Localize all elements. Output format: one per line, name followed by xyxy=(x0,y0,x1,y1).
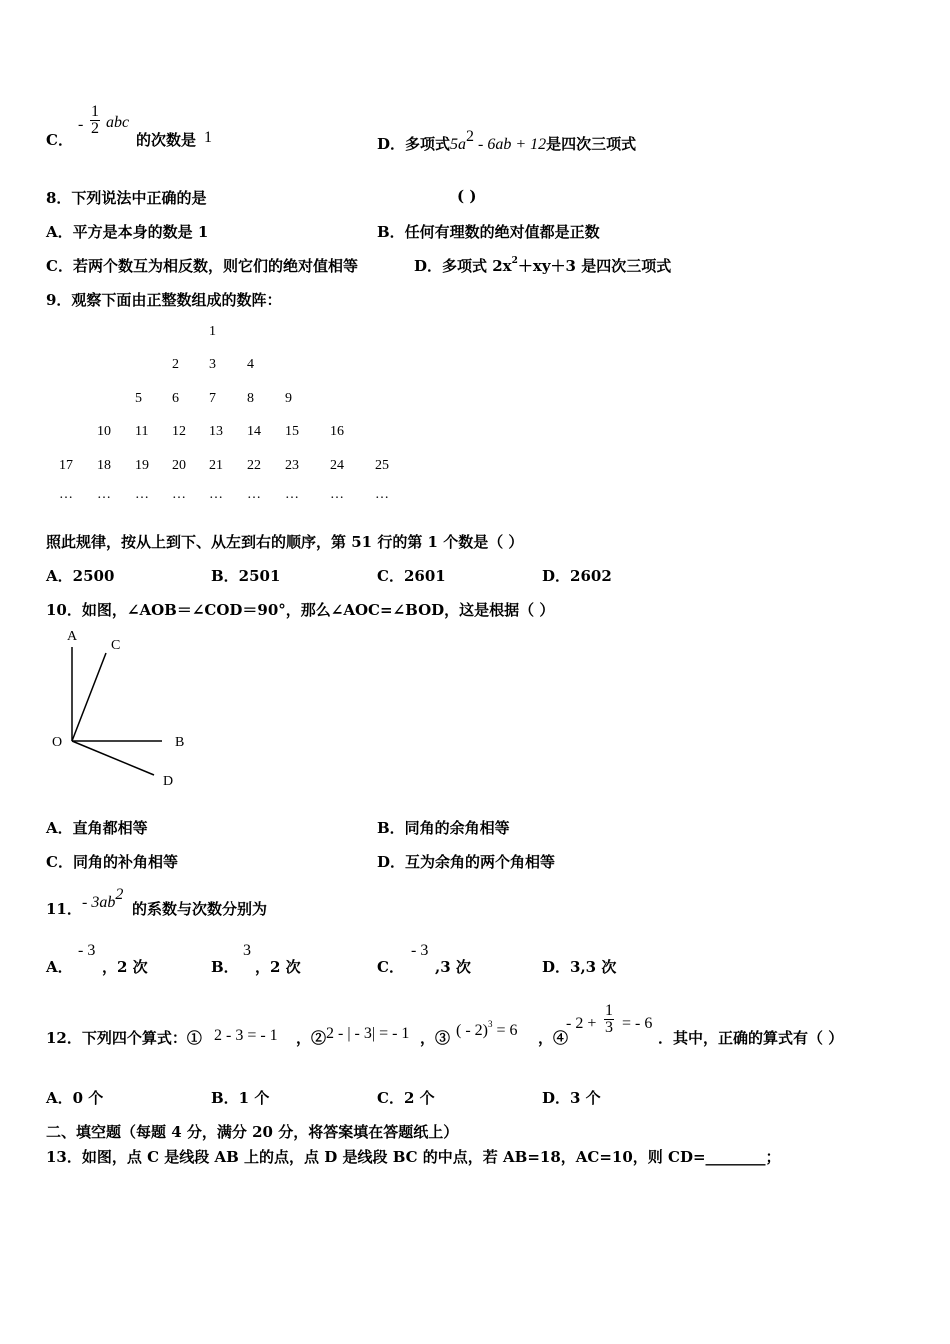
q11-option-d: D．3,3 次 xyxy=(542,958,617,976)
q12-expr-4-post: = - 6 xyxy=(622,1015,653,1032)
array-cell: 4 xyxy=(247,357,254,372)
label-b: B xyxy=(175,735,185,750)
label-o: O xyxy=(52,735,63,750)
array-cell: 2 xyxy=(172,357,179,372)
q9-follow-up: 照此规律，按从上到下、从左到右的顺序，第 51 行的第 1 个数是（ ） xyxy=(46,533,524,551)
label-c: C xyxy=(111,638,121,653)
q8-option-c: C．若两个数互为相反数，则它们的绝对值相等 xyxy=(46,257,358,275)
q10-option-d: D．互为余角的两个角相等 xyxy=(377,853,556,871)
q9-option-b: B．2501 xyxy=(211,567,281,585)
section-heading: 二、填空题（每题 4 分，满分 20 分，将答案填在答题纸上） xyxy=(46,1123,459,1141)
q10-stem: 10．如图，∠AOB＝∠COD＝90°，那么∠AOC=∠BOD，这是根据（ ） xyxy=(46,601,555,619)
q12-expr-1: 2 - 3 = - 1 xyxy=(214,1027,278,1044)
array-cell: 15 xyxy=(285,424,299,439)
q12-option-b: B．1 个 xyxy=(211,1089,270,1107)
array-ellipsis: … xyxy=(135,487,149,502)
array-ellipsis: … xyxy=(97,487,111,502)
q12-option-a: A．0 个 xyxy=(46,1089,104,1107)
q9-stem: 9．观察下面由正整数组成的数阵： xyxy=(46,291,282,309)
q8-paren: ( ) xyxy=(457,187,477,205)
q12-expr-4-pre: - 2 + xyxy=(566,1015,597,1032)
q9-option-a: A．2500 xyxy=(46,567,115,585)
q7-fraction: $\frac{1}{2}$ xyxy=(91,103,99,137)
q10-option-a: A．直角都相等 xyxy=(46,819,148,837)
array-cell: 7 xyxy=(209,391,216,406)
q8-stem: 8．下列说法中正确的是 xyxy=(46,189,207,207)
array-cell: 1 xyxy=(209,324,216,339)
array-cell: 10 xyxy=(97,424,111,439)
array-cell: 16 xyxy=(330,424,344,439)
q10-option-c: C．同角的补角相等 xyxy=(46,853,178,871)
array-cell: 24 xyxy=(330,458,344,473)
array-cell: 18 xyxy=(97,458,111,473)
q9-option-d: D．2602 xyxy=(542,567,612,585)
array-cell: 12 xyxy=(172,424,186,439)
array-cell: 25 xyxy=(375,458,389,473)
array-cell: 3 xyxy=(209,357,216,372)
array-cell: 9 xyxy=(285,391,292,406)
q9-option-c: C．2601 xyxy=(377,567,446,585)
q8-option-a: A．平方是本身的数是 1 xyxy=(46,223,209,241)
array-ellipsis: … xyxy=(285,487,299,502)
label-a: A xyxy=(67,629,78,644)
q10-option-b: B．同角的余角相等 xyxy=(377,819,510,837)
array-cell: 13 xyxy=(209,424,223,439)
label-d: D xyxy=(163,774,174,789)
array-ellipsis: … xyxy=(209,487,223,502)
q12-option-c: C．2 个 xyxy=(377,1089,435,1107)
q13-stem: 13．如图，点 C 是线段 AB 上的点，点 D 是线段 BC 的中点，若 AB=18，AC=10，则 CD=________； xyxy=(46,1148,781,1166)
q12-expr-3: ( - 2)$^3$ = 6 xyxy=(456,1019,518,1039)
array-ellipsis: … xyxy=(247,487,261,502)
array-cell: 20 xyxy=(172,458,186,473)
array-cell: 22 xyxy=(247,458,261,473)
array-cell: 11 xyxy=(135,424,149,439)
array-ellipsis: … xyxy=(330,487,344,502)
array-cell: 14 xyxy=(247,424,261,439)
array-cell: 6 xyxy=(172,391,179,406)
array-ellipsis: … xyxy=(375,487,389,502)
angle-diagram xyxy=(46,625,206,795)
array-cell: 8 xyxy=(247,391,254,406)
array-cell: 23 xyxy=(285,458,299,473)
q11-expression: - $3ab^2$ xyxy=(82,886,124,911)
q8-option-d: D．多项式 $2x^2+xy+3$ 是四次三项式 xyxy=(414,256,672,275)
array-ellipsis: … xyxy=(172,487,186,502)
array-cell: 19 xyxy=(135,458,149,473)
q12-option-d: D．3 个 xyxy=(542,1089,601,1107)
array-ellipsis: … xyxy=(59,487,73,502)
array-cell: 17 xyxy=(59,458,73,473)
q7-option-d: D．多项式$5a^2 - 6ab + 12$是四次三项式 xyxy=(377,128,637,153)
array-cell: 21 xyxy=(209,458,223,473)
array-cell: 5 xyxy=(135,391,142,406)
q12-expr-2: 2 - | - 3| = - 1 xyxy=(326,1025,410,1042)
q8-option-b: B．任何有理数的绝对值都是正数 xyxy=(377,223,600,241)
ray-oc xyxy=(72,653,106,741)
q12-expr-4-fraction: $\frac{1}{3}$ xyxy=(605,1002,613,1036)
ray-od xyxy=(72,741,154,775)
